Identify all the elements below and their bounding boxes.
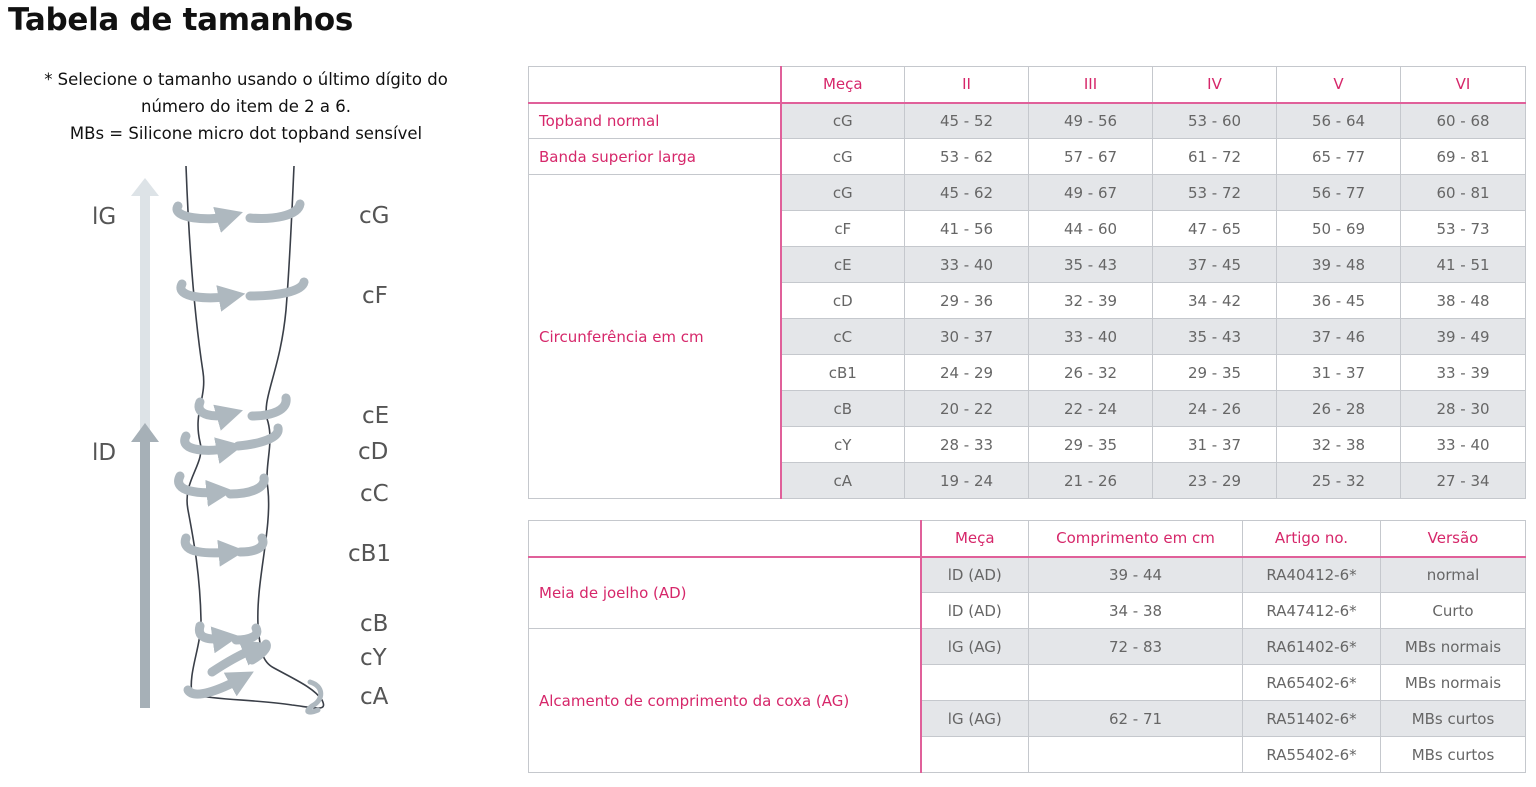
length-arrow-ld <box>131 423 159 708</box>
table-cell: 56 - 77 <box>1277 175 1401 211</box>
table-cell: 30 - 37 <box>905 319 1029 355</box>
table-cell: 19 - 24 <box>905 463 1029 499</box>
table-cell: cB1 <box>781 355 905 391</box>
table-cell: 33 - 40 <box>1029 319 1153 355</box>
table-row <box>529 139 1526 175</box>
table-cell: 33 - 39 <box>1401 355 1526 391</box>
table-cell: 24 - 29 <box>905 355 1029 391</box>
label-cy: cY <box>360 645 387 671</box>
table-cell: RA65402-6* <box>1243 665 1381 701</box>
table-cell: 20 - 22 <box>905 391 1029 427</box>
table-header-row <box>529 67 1526 103</box>
row-label: Circunferência em cm <box>529 175 781 499</box>
table-cell: 39 - 49 <box>1401 319 1526 355</box>
table-cell: 31 - 37 <box>1153 427 1277 463</box>
label-cd: cD <box>358 439 389 465</box>
table-cell: 25 - 32 <box>1277 463 1401 499</box>
table-cell: 53 - 72 <box>1153 175 1277 211</box>
table-header-cell: Comprimento em cm <box>1029 521 1243 557</box>
table-header-cell: Meça <box>921 521 1029 557</box>
table-cell: 45 - 62 <box>905 175 1029 211</box>
table-cell: 28 - 33 <box>905 427 1029 463</box>
table-header-cell: III <box>1029 67 1153 103</box>
table-cell: 29 - 36 <box>905 283 1029 319</box>
table-cell: 53 - 62 <box>905 139 1029 175</box>
table-row <box>529 557 1526 593</box>
label-ce: cE <box>362 403 390 429</box>
table-cell <box>1029 737 1243 773</box>
table-cell: 33 - 40 <box>1401 427 1526 463</box>
table-cell: 60 - 81 <box>1401 175 1526 211</box>
table-cell: cG <box>781 175 905 211</box>
table-cell: 32 - 38 <box>1277 427 1401 463</box>
size-notes <box>20 66 472 147</box>
table-cell: 26 - 32 <box>1029 355 1153 391</box>
row-label: Meia de joelho (AD) <box>529 557 921 629</box>
table-cell: 28 - 30 <box>1401 391 1526 427</box>
table-cell: MBs curtos <box>1381 701 1526 737</box>
table-cell: 47 - 65 <box>1153 211 1277 247</box>
table-header-cell: Versão <box>1381 521 1526 557</box>
table-cell: 49 - 56 <box>1029 103 1153 139</box>
table-cell: MBs normais <box>1381 629 1526 665</box>
table-cell: 31 - 37 <box>1277 355 1401 391</box>
table-cell: 53 - 60 <box>1153 103 1277 139</box>
label-cc: cC <box>360 481 389 507</box>
table-header-cell: VI <box>1401 67 1526 103</box>
row-label: Alcamento de comprimento da coxa (AG) <box>529 629 921 773</box>
table-cell: RA40412-6* <box>1243 557 1381 593</box>
table-header-row <box>529 521 1526 557</box>
table-cell: 21 - 26 <box>1029 463 1153 499</box>
table-cell: 72 - 83 <box>1029 629 1243 665</box>
page-title: Tabela de tamanhos <box>8 2 354 38</box>
table-cell: 38 - 48 <box>1401 283 1526 319</box>
table-cell: cD <box>781 283 905 319</box>
label-cb: cB <box>360 611 389 637</box>
label-ca: cA <box>360 684 389 710</box>
note-line: MBs = Silicone micro dot topband sensível <box>69 124 423 143</box>
table-cell <box>921 665 1029 701</box>
table-header-cell <box>529 521 921 557</box>
table-cell: 41 - 56 <box>905 211 1029 247</box>
table-cell: MBs curtos <box>1381 737 1526 773</box>
table-cell: 39 - 48 <box>1277 247 1401 283</box>
note-line: número do item de 2 a 6. <box>141 97 351 116</box>
label-cf: cF <box>362 283 388 309</box>
table-cell: 24 - 26 <box>1153 391 1277 427</box>
table-header-cell: Meça <box>781 67 905 103</box>
table-cell: MBs normais <box>1381 665 1526 701</box>
table-cell: 23 - 29 <box>1153 463 1277 499</box>
table-cell: 53 - 73 <box>1401 211 1526 247</box>
table-cell: 39 - 44 <box>1029 557 1243 593</box>
label-cb1: cB1 <box>348 541 392 567</box>
table-cell: lG (AG) <box>921 701 1029 737</box>
table-cell: 35 - 43 <box>1153 319 1277 355</box>
label-lg: lG <box>92 204 117 230</box>
table-cell: 45 - 52 <box>905 103 1029 139</box>
table-cell: cG <box>781 103 905 139</box>
table-cell: 35 - 43 <box>1029 247 1153 283</box>
table-cell: 29 - 35 <box>1029 427 1153 463</box>
table-cell: RA61402-6* <box>1243 629 1381 665</box>
table-header-cell: II <box>905 67 1029 103</box>
table-cell: 29 - 35 <box>1153 355 1277 391</box>
table-cell: 37 - 46 <box>1277 319 1401 355</box>
table-header-cell: Artigo no. <box>1243 521 1381 557</box>
table-row <box>529 103 1526 139</box>
row-label: Topband normal <box>529 103 781 139</box>
circumference-arrows <box>177 204 321 712</box>
table-cell: 36 - 45 <box>1277 283 1401 319</box>
table-cell: RA51402-6* <box>1243 701 1381 737</box>
table-cell: cC <box>781 319 905 355</box>
table-cell: 44 - 60 <box>1029 211 1153 247</box>
note-line: * Selecione o tamanho usando o último dígito do <box>44 70 448 89</box>
table-header-cell: IV <box>1153 67 1277 103</box>
table-cell: 56 - 64 <box>1277 103 1401 139</box>
table-row <box>529 175 1526 211</box>
table-header-cell <box>529 67 781 103</box>
label-cg: cG <box>359 203 390 229</box>
table-cell <box>1029 665 1243 701</box>
table-row <box>529 629 1526 665</box>
table-cell <box>921 737 1029 773</box>
table-cell: 22 - 24 <box>1029 391 1153 427</box>
table-cell: 32 - 39 <box>1029 283 1153 319</box>
table-cell: 34 - 38 <box>1029 593 1243 629</box>
table-cell: cY <box>781 427 905 463</box>
table-cell: cG <box>781 139 905 175</box>
label-ld: lD <box>92 440 117 466</box>
table-cell: 27 - 34 <box>1401 463 1526 499</box>
table-cell: 33 - 40 <box>905 247 1029 283</box>
table-cell: 65 - 77 <box>1277 139 1401 175</box>
table-cell: 49 - 67 <box>1029 175 1153 211</box>
table-header-cell: V <box>1277 67 1401 103</box>
table-cell: cF <box>781 211 905 247</box>
table-cell: 41 - 51 <box>1401 247 1526 283</box>
length-article-table <box>528 520 1526 773</box>
table-cell: 69 - 81 <box>1401 139 1526 175</box>
table-cell: 62 - 71 <box>1029 701 1243 737</box>
table-cell: normal <box>1381 557 1526 593</box>
table-cell: 26 - 28 <box>1277 391 1401 427</box>
table-cell: 60 - 68 <box>1401 103 1526 139</box>
table-cell: cB <box>781 391 905 427</box>
table-cell: 34 - 42 <box>1153 283 1277 319</box>
circumference-size-table <box>528 66 1526 499</box>
table-cell: lD (AD) <box>921 557 1029 593</box>
table-cell: 50 - 69 <box>1277 211 1401 247</box>
table-cell: cE <box>781 247 905 283</box>
table-cell: 57 - 67 <box>1029 139 1153 175</box>
table-cell: RA47412-6* <box>1243 593 1381 629</box>
row-label: Banda superior larga <box>529 139 781 175</box>
table-cell: 61 - 72 <box>1153 139 1277 175</box>
table-cell: lD (AD) <box>921 593 1029 629</box>
table-cell: lG (AG) <box>921 629 1029 665</box>
table-cell: cA <box>781 463 905 499</box>
table-cell: 37 - 45 <box>1153 247 1277 283</box>
table-cell: RA55402-6* <box>1243 737 1381 773</box>
table-cell: Curto <box>1381 593 1526 629</box>
